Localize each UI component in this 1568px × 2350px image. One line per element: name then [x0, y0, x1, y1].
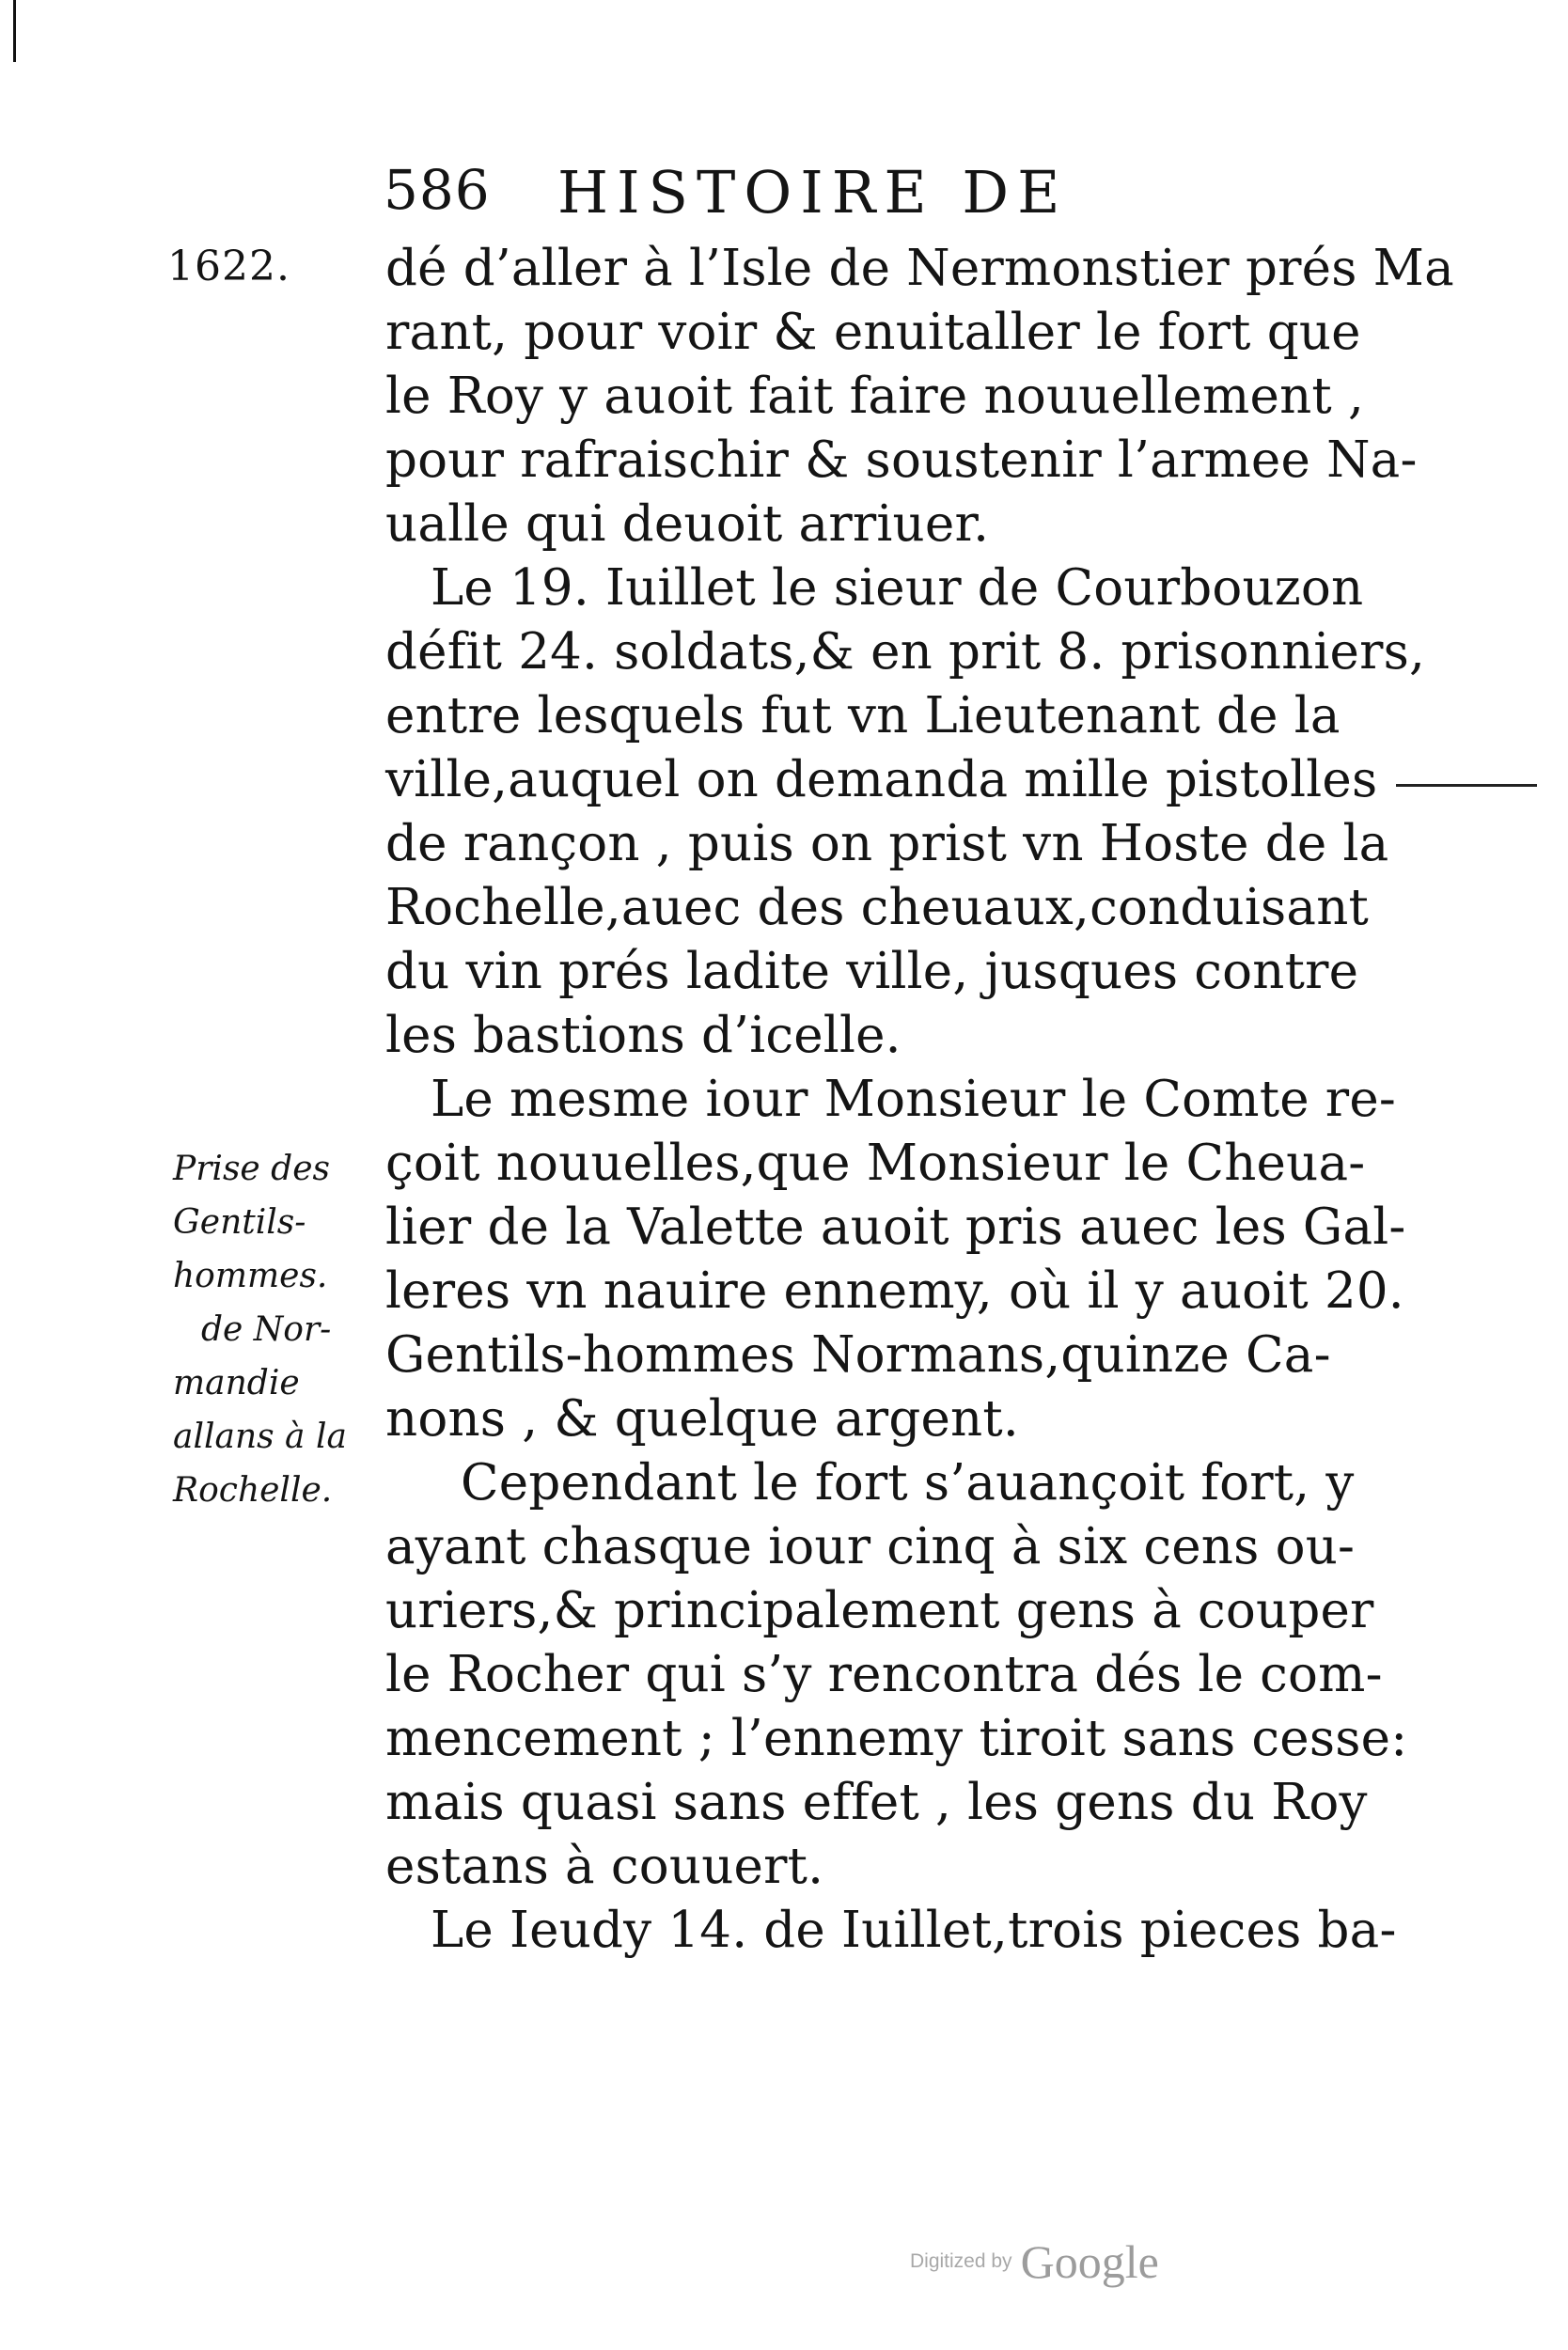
text-line: du vin prés ladite ville, jusques contre: [385, 943, 1359, 1000]
text-line: estans à couuert.: [385, 1838, 824, 1895]
text-line: le Roy y auoit fait faire nouuellement ,: [385, 368, 1365, 425]
paragraph-start-line: Le 19. Iuillet le sieur de Courbouzon: [431, 559, 1364, 617]
text-line: le Rocher qui s’y rencontra dés le com-: [385, 1646, 1383, 1703]
page-header: [384, 158, 1286, 233]
paragraph-start-line: Le mesme iour Monsieur le Comte re-: [431, 1071, 1397, 1128]
text-line: mencement ; l’ennemy tiroit sans cesse:: [385, 1710, 1408, 1767]
margin-note-line: mandie: [173, 1364, 300, 1402]
margin-note-line: Rochelle.: [173, 1471, 333, 1510]
text-line: ualle qui deuoit arriuer.: [385, 495, 990, 553]
margin-note: [173, 1142, 375, 1517]
text-line: défit 24. soldats,& en prit 8. prisonniers,: [385, 623, 1426, 681]
text-line: pour rafraischir & soustenir l’armee Na-: [385, 431, 1418, 489]
ink-underline-stroke: [1396, 784, 1537, 787]
text-line: uriers,& principalement gens à couper: [385, 1582, 1374, 1639]
paragraph-start-line: Le Ieudy 14. de Iuillet,trois pieces ba-: [431, 1902, 1397, 1959]
text-line: lier de la Valette auoit pris auec les Gal-: [385, 1198, 1406, 1256]
text-line: entre lesquels fut vn Lieutenant de la: [385, 687, 1341, 744]
text-line: de rançon , puis on prist vn Hoste de la: [385, 815, 1389, 872]
running-title: HISTOIRE DE: [557, 158, 1069, 227]
text-line: mais quasi sans effet , les gens du Roy: [385, 1774, 1368, 1831]
text-line: Gentils-hommes Normans,quinze Ca-: [385, 1326, 1331, 1384]
digitized-label: Digitized by: [910, 2250, 1012, 2272]
text-line: les bastions d’icelle.: [385, 1007, 902, 1064]
google-logo: Google: [1020, 2235, 1159, 2288]
text-line: rant, pour voir & enuitaller le fort que: [385, 304, 1361, 361]
margin-note-line: Prise des: [173, 1150, 330, 1188]
text-line: dé d’aller à l’Isle de Nermonstier prés Ma: [385, 240, 1454, 297]
margin-note-line: de Nor-: [201, 1310, 332, 1349]
scan-edge-mark: [13, 0, 16, 62]
text-line: Rochelle,auec des cheuaux,conduisant: [385, 879, 1370, 936]
text-line: ayant chasque iour cinq à six cens ou-: [385, 1518, 1356, 1575]
text-line: ville,auquel on demanda mille pistolles: [385, 751, 1378, 808]
year-marginal-note: 1622.: [167, 243, 290, 290]
text-line: nons , & quelque argent.: [385, 1390, 1019, 1448]
digitized-watermark: [910, 2234, 1159, 2291]
margin-note-line: Gentils-: [173, 1203, 306, 1242]
margin-note-line: hommes.: [173, 1257, 328, 1295]
text-line: çoit nouuelles,que Monsieur le Cheua-: [385, 1135, 1366, 1192]
text-line: leres vn nauire ennemy, où il y auoit 20.: [385, 1262, 1404, 1320]
body-text: [385, 237, 1454, 1963]
margin-note-line: allans à la: [173, 1418, 347, 1456]
paragraph-start-line: Cependant le fort s’auançoit fort, y: [461, 1454, 1355, 1512]
page-number: 586: [384, 158, 491, 222]
